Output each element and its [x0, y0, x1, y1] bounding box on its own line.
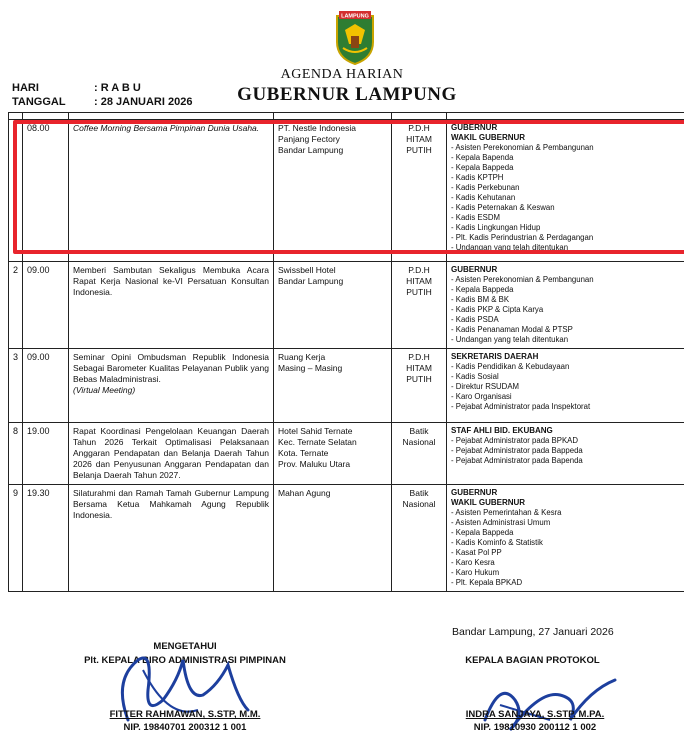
list-item: - Kadis Kominfo & Statistik	[451, 538, 681, 548]
dress-line: HITAM	[406, 362, 432, 373]
row-dress-code	[392, 262, 447, 349]
list-item: - Undangan yang telah ditentukan	[451, 335, 681, 345]
attendee-head: WAKIL GUBERNUR	[451, 133, 526, 143]
list-item: - Kadis Penanaman Modal & PTSP	[451, 325, 681, 335]
row-time: 08.00	[23, 120, 69, 262]
header-cell	[23, 113, 69, 120]
list-item: - Pejabat Administrator pada Bapenda	[451, 456, 681, 466]
left-signer-name: FITTER RAHMAWAN, S.STP, M.M.	[109, 709, 261, 720]
activity-note: (Virtual Meeting)	[73, 384, 136, 395]
row-dress-code	[392, 485, 447, 592]
row-time: 19.30	[23, 485, 69, 592]
dress-line: Batik	[409, 426, 429, 437]
row-place	[274, 485, 392, 592]
list-item: - Asisten Perekonomian & Pembangunan	[451, 275, 681, 285]
left-signer-title-1: MENGETAHUI	[153, 641, 217, 652]
list-item: - Kasat Pol PP	[451, 548, 681, 558]
header-cell	[9, 113, 23, 120]
row-attendees	[447, 423, 684, 485]
attendee-head: STAF AHLI BID. EKUBANG	[451, 426, 553, 436]
attendee-head: GUBERNUR	[451, 488, 498, 498]
table-row	[9, 349, 684, 423]
row-place	[274, 423, 392, 485]
place-line: Hotel Sahid Ternate	[278, 426, 353, 437]
header-cell	[447, 113, 684, 120]
attendee-list	[451, 508, 681, 588]
place-line: Kota. Ternate	[278, 447, 329, 458]
right-signer-nip: NIP. 19810930 200112 1 002	[473, 722, 597, 733]
list-item: - Direktur RSUDAM	[451, 382, 681, 392]
list-item: - Plt. Kepala BPKAD	[451, 578, 681, 588]
row-time: 19.00	[23, 423, 69, 485]
row-attendees	[447, 485, 684, 592]
table-row	[9, 423, 684, 485]
list-item: - Plt. Kadis Perindustrian & Perdagangan	[451, 233, 681, 243]
dress-line: Nasional	[402, 498, 436, 509]
row-activity	[69, 485, 274, 592]
list-item: - Kadis ESDM	[451, 213, 681, 223]
activity-text: Silaturahmi dan Ramah Tamah Gubernur Lampung Bersama Ketua Mahkamah Agung Republik Indonesia.	[73, 488, 269, 520]
attendee-head: GUBERNUR	[451, 265, 498, 274]
list-item: - Karo Kesra	[451, 558, 681, 568]
place-line: Bandar Lampung	[278, 275, 344, 286]
list-item: - Karo Organisasi	[451, 392, 681, 402]
row-place	[274, 349, 392, 423]
list-item: - Kadis PSDA	[451, 315, 681, 325]
row-number: 2	[9, 262, 23, 349]
place-line: Masing – Masing	[278, 362, 343, 373]
attendee-list	[451, 436, 681, 466]
dress-line: HITAM	[406, 275, 432, 286]
right-signer-name: INDRA SANJAYA, S.STP, M.PA.	[465, 709, 605, 720]
row-time: 09.00	[23, 349, 69, 423]
activity-text: Seminar Opini Ombudsman Republik Indonesia Sebagai Barometer Kualitas Pelayanan Publik yang Bebas Maladministrasi.	[73, 352, 269, 384]
header-cell	[392, 113, 447, 120]
highlight-box	[13, 120, 684, 254]
lampung-emblem-icon	[333, 8, 377, 66]
list-item: - Kadis PKP & Cipta Karya	[451, 305, 681, 315]
list-item: - Pejabat Administrator pada BPKAD	[451, 436, 681, 446]
row-number: 3	[9, 349, 23, 423]
list-item: - Kadis Sosial	[451, 372, 681, 382]
dress-line: P.D.H	[408, 265, 430, 275]
attendee-head: WAKIL GUBERNUR	[451, 498, 526, 508]
emblem-text: LAMPUNG	[341, 13, 369, 20]
row-time: 09.00	[23, 262, 69, 349]
right-signer-title: KEPALA BAGIAN PROTOKOL	[465, 655, 600, 666]
dress-line: PUTIH	[406, 373, 432, 384]
day-key: HARI	[12, 82, 39, 94]
activity-text: Memberi Sambutan Sekaligus Membuka Acara Rapat Kerja Nasional ke-VI Persatuan Konsultan Indonesia.	[73, 265, 269, 297]
list-item: - Kadis Kehutanan	[451, 193, 681, 203]
row-number: 9	[9, 485, 23, 592]
list-item: - Kadis BM & BK	[451, 295, 681, 305]
list-item: - Kadis Pendidikan & Kebudayaan	[451, 362, 681, 372]
place-line: PT. Nestle Indonesia	[278, 123, 356, 133]
page-title: GUBERNUR LAMPUNG	[237, 84, 457, 105]
row-dress-code	[392, 423, 447, 485]
table-row	[9, 485, 684, 592]
list-item: - Asisten Perekonomian & Pembangunan	[451, 143, 681, 153]
day-value: : R A B U	[94, 82, 141, 94]
date-key: TANGGAL	[12, 96, 66, 108]
row-activity	[69, 349, 274, 423]
list-item: - Kadis Peternakan & Keswan	[451, 203, 681, 213]
activity-text: Coffee Morning Bersama Pimpinan Dunia Usaha.	[73, 123, 260, 133]
row-activity	[69, 423, 274, 485]
header-cell	[274, 113, 392, 120]
row-attendees	[447, 349, 684, 423]
attendee-head: SEKRETARIS DAERAH	[451, 352, 539, 362]
date-value: : 28 JANUARI 2026	[94, 96, 193, 108]
row-place	[274, 262, 392, 349]
place-date: Bandar Lampung, 27 Januari 2026	[452, 626, 614, 638]
table-header-row	[9, 113, 684, 120]
place-line: Swissbell Hotel	[278, 265, 336, 275]
place-line: Mahan Agung	[278, 488, 331, 499]
list-item: - Pejabat Administrator pada Bappeda	[451, 446, 681, 456]
place-line: Panjang Fectory	[278, 133, 340, 144]
attendee-list	[451, 362, 681, 412]
attendee-list	[451, 275, 681, 345]
activity-text: Rapat Koordinasi Pengelolaan Keuangan Daerah Tahun 2026 Terkait Optimalisasi Pelaksanaan Anggaran Pendapatan dan Belanja Daerah Tahun 2026 dan Penyusunan Anggaran Pendapatan dan Belanja Daerah Tahun 2027.	[73, 426, 269, 480]
dress-line: P.D.H	[408, 123, 430, 133]
place-line: Prov. Maluku Utara	[278, 458, 351, 469]
place-line: Ruang Kerja	[278, 352, 326, 363]
dress-line: PUTIH	[406, 144, 432, 155]
list-item: - Kadis KPTPH	[451, 173, 681, 183]
dress-line: Nasional	[402, 436, 436, 447]
place-line: Kec. Ternate Selatan	[278, 436, 357, 447]
list-item: - Asisten Pemerintahan & Kesra	[451, 508, 681, 518]
dress-line: P.D.H	[408, 352, 430, 363]
header-cell	[69, 113, 274, 120]
list-item: - Asisten Administrasi Umum	[451, 518, 681, 528]
agenda-label: AGENDA HARIAN	[280, 67, 404, 82]
place-line: Bandar Lampung	[278, 144, 344, 155]
list-item: - Karo Hukum	[451, 568, 681, 578]
list-item: - Pejabat Administrator pada Inspektorat	[451, 402, 681, 412]
row-dress-code	[392, 349, 447, 423]
list-item: - Kadis Lingkungan Hidup	[451, 223, 681, 233]
list-item: - Kepala Bappeda	[451, 163, 681, 173]
dress-line: HITAM	[406, 133, 432, 144]
list-item: - Undangan yang telah ditentukan	[451, 243, 681, 253]
table-row	[9, 262, 684, 349]
left-signature-icon	[108, 640, 258, 735]
left-signer-nip: NIP. 19840701 200312 1 001	[123, 722, 247, 733]
left-signer-title-2: Plt. KEPALA BIRO ADMINISTRASI PIMPINAN	[84, 655, 286, 666]
row-number: 8	[9, 423, 23, 485]
dress-line: Batik	[409, 488, 429, 499]
row-activity	[69, 262, 274, 349]
dress-line: PUTIH	[406, 286, 432, 297]
row-attendees	[447, 262, 684, 349]
attendee-head: GUBERNUR	[451, 123, 498, 132]
list-item: - Kepala Bappeda	[451, 285, 681, 295]
list-item: - Kepala Bappeda	[451, 528, 681, 538]
list-item: - Kepala Bapenda	[451, 153, 681, 163]
list-item: - Kadis Perkebunan	[451, 183, 681, 193]
